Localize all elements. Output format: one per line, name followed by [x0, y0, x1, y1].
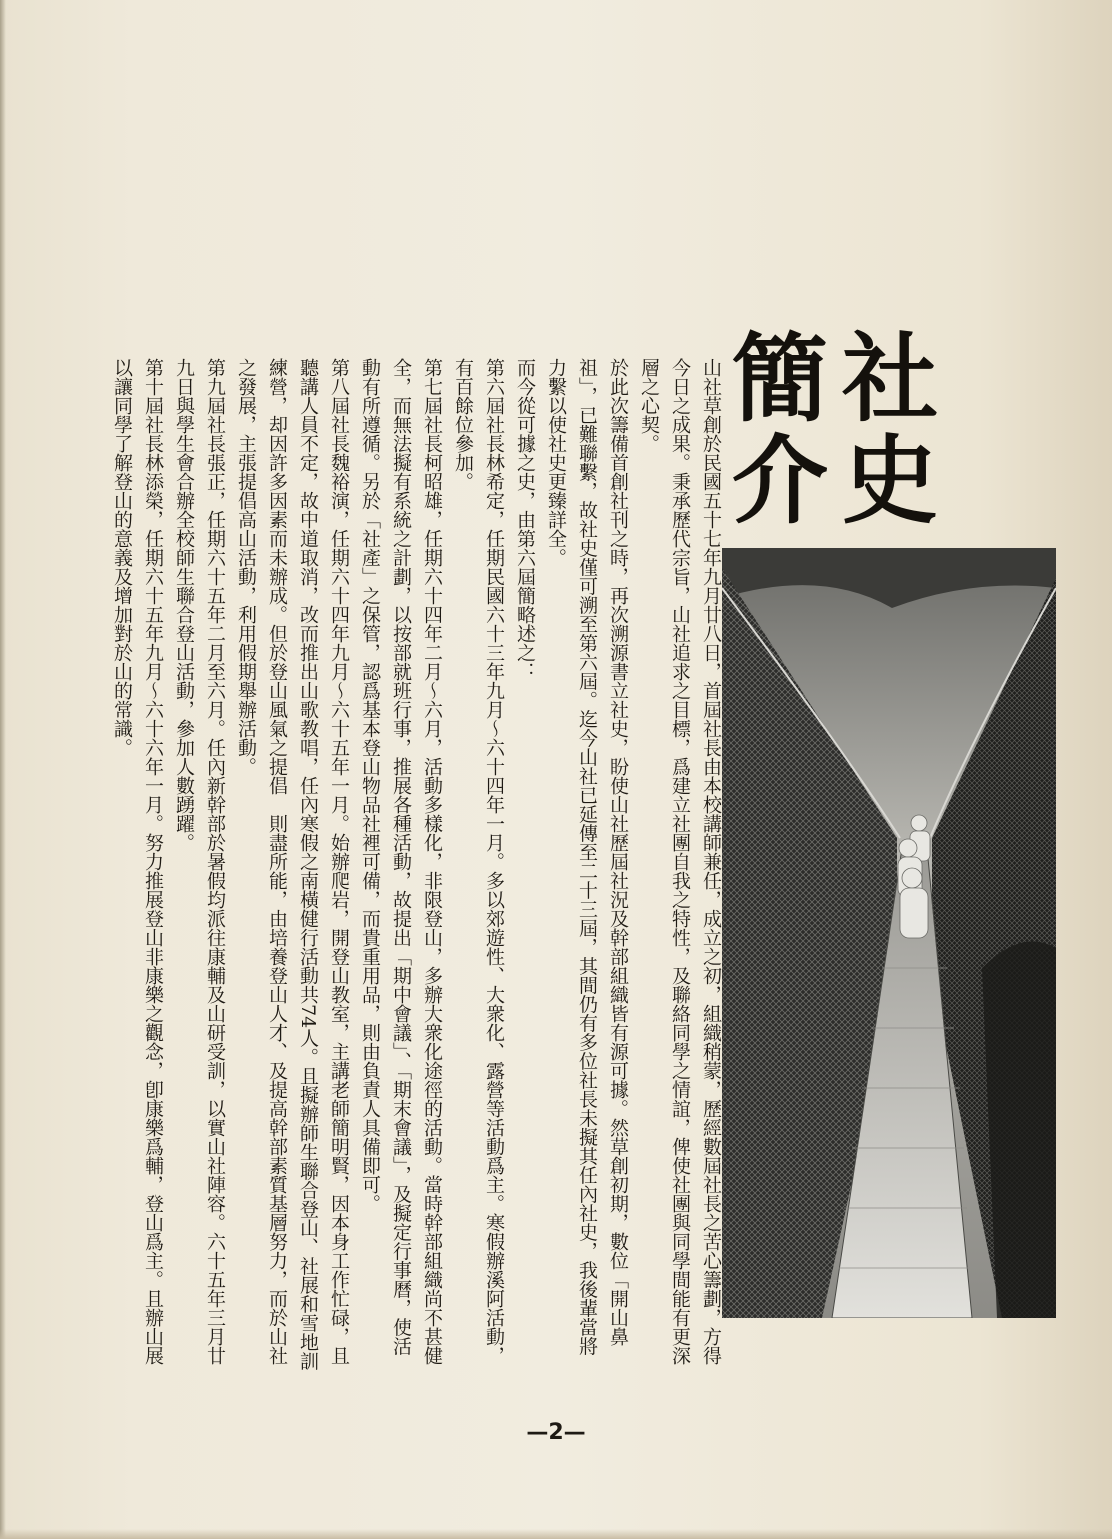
paragraph-intro: 而今從可據之史，由第六屆簡略述之： — [514, 358, 536, 681]
paragraph-term-6: 第六屆社長林希定，任期民國六十三年九月～六十四年一月。多以郊遊性、大衆化、露營等活動爲主。寒假辦溪阿活動，有百餘位參加。 — [452, 358, 505, 1365]
title-column-right — [840, 323, 940, 537]
paragraph-term-8: 第八屆社長魏裕演，任期六十四年九月～六十五年一月。始辦爬岩，開登山教室，主講老師簡明賢，因本身工作忙碌，且聽講人員不定，故中道取消，改而推出山歌教唱，任內寒假之南橫健行活動共74人。且擬辦師生聯合登山、社展和雪地訓練營，却因許多因素而未辦成。但於登山風氣之提倡 則盡所能，由培養登山人才、及提高幹部素質基層努力，而於山社之發展，主張提倡高山活動，利用假期舉辦活動。 — [235, 358, 350, 1371]
bridge-photo-drawing — [722, 548, 1056, 1318]
page-title — [730, 323, 940, 537]
title-glyph: 介 — [732, 425, 828, 537]
title-glyph: 簡 — [732, 323, 828, 435]
paragraph-journal-origin: 於此次籌備首創社刊之時，再次溯源書立社史，盼使山社歷屆社況及幹部組織皆有源可據。然草創初期，數位「開山鼻祖」，已難聯繫，故社史僅可溯至第六屆。迄今山社已延傳至二十三屆，其間仍有多位社長未擬其任內社史，我後輩當將力繫以使社史更臻詳全。 — [545, 358, 629, 1356]
title-glyph: 社 — [842, 323, 938, 435]
title-column-left — [730, 323, 830, 537]
paragraph-founding: 山社草創於民國五十七年九月廿八日，首屆社長由本校講師兼任，成立之初，組織稍蒙，歷經數屆社長之苦心籌劃，方得今日之成果。秉承歷代宗旨，山社追求之目標，爲建立社團自我之特性，及聯絡同學之情誼，俾使社團與同學間能有更深層之心契。 — [638, 358, 722, 1365]
paragraph-term-7: 第七屆社長柯昭雄，任期六十四年二月～六月，活動多樣化，非限登山，多辦大衆化途徑的活動。當時幹部組織尚不甚健全，而無法擬有系統之計劃，以按部就班行事，推展各種活動，故提出「期中會議」、「期末會議」，及擬定行事曆，使活動有所遵循。另於「社產」之保管，認爲基本登山物品社裡可備，而貴重用品，則由負責人具備即可。 — [359, 358, 443, 1365]
title-text-right — [840, 323, 940, 537]
title-glyph: 史 — [842, 425, 938, 537]
paragraph-term-9: 第九屆社長張正，任期六十五年二月至六月。任內新幹部於暑假均派往康輔及山研受訓，以實山社陣容。六十五年三月廿九日與學生會合辦全校師生聯合登山活動，參加人數踴躍。 — [173, 358, 226, 1365]
paragraph-term-10: 第十屆社長林添榮，任期六十五年九月～六十六年一月。努力推展登山非康樂之觀念，卽康樂爲輔，登山爲主。且辦山展以讓同學了解登山的意義及增加對於山的常識。 — [111, 358, 164, 1365]
page-left-edge — [0, 0, 6, 1539]
title-text-left — [730, 323, 830, 537]
suspension-bridge-photo — [722, 548, 1056, 1318]
page-number: —2— — [526, 1420, 586, 1445]
history-body-text — [96, 358, 726, 1373]
page-bottom-edge — [0, 1529, 1112, 1539]
